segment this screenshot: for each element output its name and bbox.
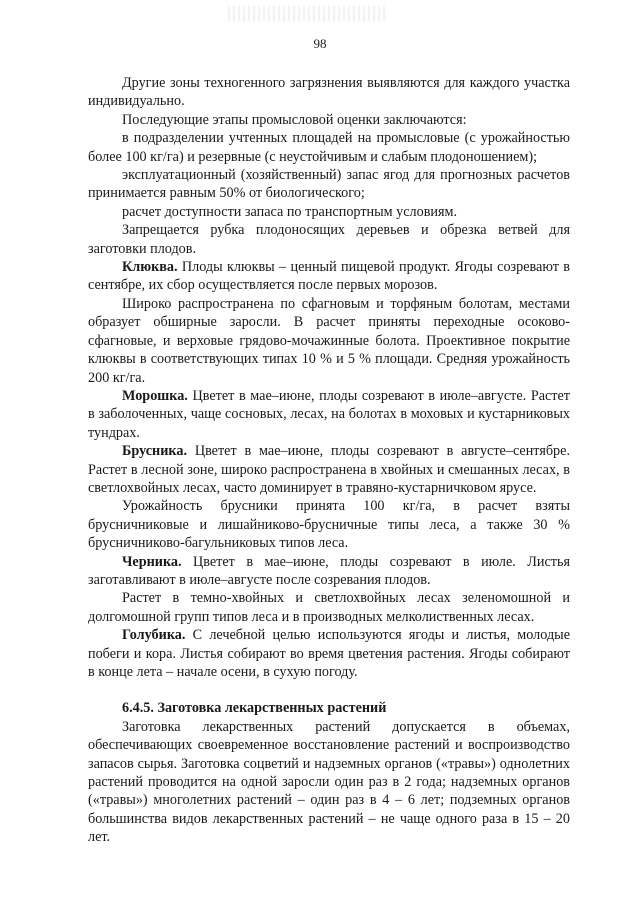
- paragraph: Урожайность брусники принята 100 кг/га, в расчет взяты брусничниковые и лишайниково-брусничные типы леса, а также 30 % брусничниково-багульниковых типов леса.: [88, 498, 570, 552]
- page-number: 98: [313, 36, 327, 51]
- scan-artifact: [228, 6, 388, 22]
- paragraph-text: Плоды клюквы – ценный пищевой продукт. Ягоды созревают в сентябре, их сбор осуществляется после первых морозов.: [88, 259, 570, 294]
- paragraph-brusnika: [88, 442, 570, 497]
- paragraph: Заготовка лекарственных растений допускается в объемах, обеспечивающих своевременное восстановление растений и воспроизводство запасов сырья. Заготовка соцветий и надземных органов («травы») однолетних растений проводится на одной заросли один раз в 2 года; надземных органов («травы») многолетних растений – один раз в 4 – 6 лет; подземных органов большинства видов лекарственных растений – не чаще одного раза в 15 – 20 лет.: [88, 718, 570, 846]
- paragraph-text: Цветет в мае–июне, плоды созревают в июле–августе. Растет в заболоченных, чаще сосновых, лесах, на болотах в моховых и кустарниковых тундрах.: [88, 387, 570, 441]
- paragraph-moroshka: [88, 387, 570, 442]
- paragraph: Запрещается рубка плодоносящих деревьев и обрезка ветвей для заготовки плодов.: [88, 222, 570, 257]
- paragraph: расчет доступности запаса по транспортным условиям.: [122, 203, 458, 220]
- paragraph-text: Цветет в мае–июне, плоды созревают в августе–сентябре. Растет в лесной зоне, широко распространена в хвойных и смешанных лесах, в светлохвойных лесах, часто доминирует в травяно-кустарничковом ярусе.: [88, 443, 570, 496]
- paragraph: в подразделении учтенных площадей на промысловые (с урожайностью более 100 кг/га) и резервные (с неустойчивым и слабым плодоношением);: [88, 130, 570, 165]
- term-chernika: Черника.: [122, 553, 182, 570]
- paragraph: Последующие этапы промысловой оценки заключаются:: [122, 111, 467, 128]
- paragraph: эксплуатационный (хозяйственный) запас ягод для прогнозных расчетов принимается равным 50% от биологического;: [88, 167, 570, 202]
- term-brusnika: Брусника.: [122, 443, 187, 460]
- paragraph: Широко распространена по сфагновым и торфяным болотам, местами образует обширные заросли. В расчет приняты переходные осоково-сфагновые, и верховые грядово-мочажинные болота. Проективное покрытие клюквы в соответствующих типах 10 % и 5 % площади. Средняя урожайность 200 кг/га.: [88, 295, 570, 386]
- term-golubika: Голубика.: [122, 627, 186, 644]
- paragraph-klyukva: [88, 258, 570, 295]
- paragraph: Другие зоны техногенного загрязнения выявляются для каждого участка индивидуально.: [88, 75, 570, 110]
- term-klyukva: Клюква.: [122, 259, 178, 276]
- paragraph-text: Цветет в мае–июне, плоды созревают в июле. Листья заготавливают в июле–августе после созревания плодов.: [88, 553, 570, 588]
- term-moroshka: Морошка.: [122, 387, 188, 404]
- section-heading: 6.4.5. Заготовка лекарственных растений: [122, 700, 387, 717]
- paragraph: Растет в темно-хвойных и светлохвойных лесах зеленомошной и долгомошной групп типов леса и в производных мелколиственных лесах.: [88, 590, 570, 625]
- paragraph-text: С лечебной целью используются ягоды и листья, молодые побеги и кора. Листья собирают во время цветения растения. Ягоды собирают в конце лета – начале осени, в сухую погоду.: [88, 627, 570, 680]
- paragraph-chernika: [88, 553, 570, 590]
- paragraph-golubika: [88, 626, 570, 681]
- page-body: [88, 74, 570, 847]
